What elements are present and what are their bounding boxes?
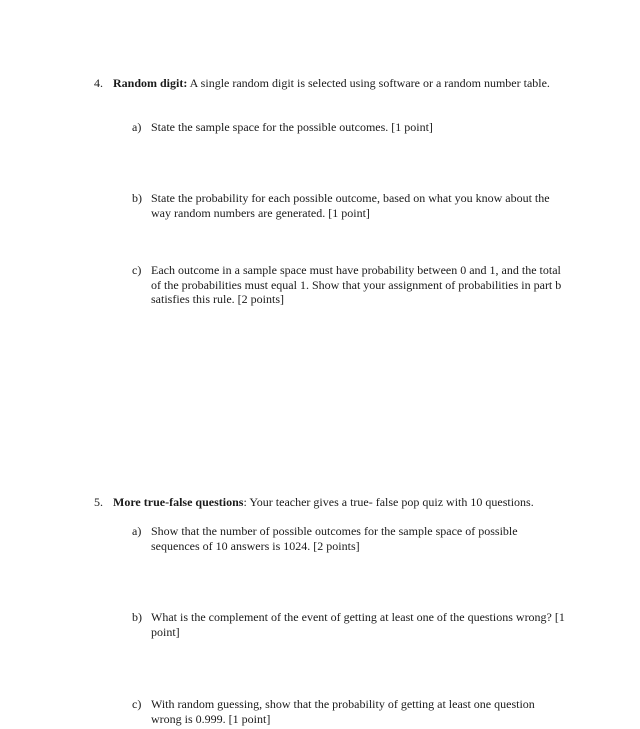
question-number: 5. <box>94 495 103 509</box>
question-4-part-b <box>132 191 568 220</box>
part-text: State the sample space for the possible outcomes. [1 point] <box>151 120 433 134</box>
question-4-prompt <box>94 76 564 91</box>
question-4 <box>94 76 564 91</box>
question-5-part-b <box>132 610 568 639</box>
part-label: b) <box>132 191 142 205</box>
question-4-part-a <box>132 120 568 135</box>
part-text: Show that the number of possible outcomes for the sample space of possible sequences of 10 answers is 1024. [2 points] <box>151 524 518 553</box>
part-label: a) <box>132 120 142 134</box>
part-text: With random guessing, show that the probability of getting at least one question wrong is 0.999. [1 point] <box>151 697 535 726</box>
question-title: Random digit: <box>113 76 188 90</box>
question-text: A single random digit is selected using software or a random number table. <box>187 76 550 90</box>
question-4-part-c <box>132 263 568 307</box>
question-text: : Your teacher gives a true- false pop quiz with 10 questions. <box>243 495 534 509</box>
part-text: Each outcome in a sample space must have probability between 0 and 1, and the total of the probabilities must equal 1. Show that your assignment of probabilities in part b satisfies this rule. [2 points] <box>151 263 562 306</box>
part-label: b) <box>132 610 142 624</box>
part-label: c) <box>132 263 142 277</box>
question-5-prompt <box>94 495 564 510</box>
part-label: c) <box>132 697 142 711</box>
part-text: What is the complement of the event of getting at least one of the questions wrong? [1 point] <box>151 610 565 639</box>
part-label: a) <box>132 524 142 538</box>
question-title: More true-false questions <box>113 495 244 509</box>
question-5-part-a <box>132 524 568 553</box>
question-number: 4. <box>94 76 103 90</box>
question-5 <box>94 495 564 510</box>
part-text: State the probability for each possible outcome, based on what you know about the way random numbers are generated. [1 point] <box>151 191 550 220</box>
question-5-part-c <box>132 697 568 726</box>
